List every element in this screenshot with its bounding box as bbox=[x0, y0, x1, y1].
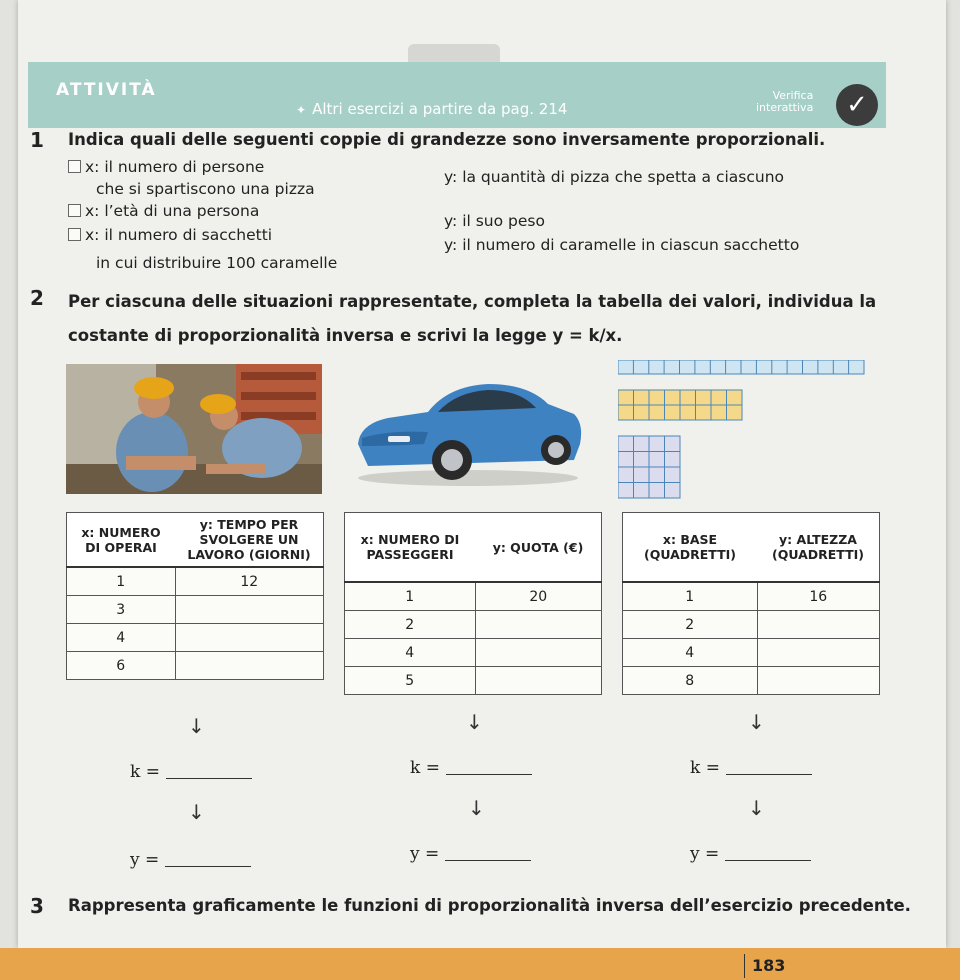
more-exercises-label: Altri esercizi a partire da pag. 214 bbox=[312, 100, 568, 118]
grid-illustrations bbox=[618, 360, 866, 502]
k-answer-1[interactable]: k = bbox=[130, 762, 252, 782]
option-2-y: y: il suo peso bbox=[444, 212, 545, 230]
option-2[interactable] bbox=[68, 202, 259, 220]
workers-photo bbox=[66, 364, 322, 494]
arrow-down-icon: ↓ bbox=[748, 796, 765, 820]
exercise-3-number: 3 bbox=[30, 894, 44, 918]
option-2-x: x: l’età di una persona bbox=[85, 202, 260, 220]
answer-cell[interactable] bbox=[475, 611, 602, 639]
car-image bbox=[348, 374, 588, 490]
table-grid-header-y: y: ALTEZZA (QUADRETTI) bbox=[757, 513, 880, 583]
y-answer-3[interactable]: y = bbox=[690, 844, 811, 864]
option-3-y: y: il numero di caramelle in ciascun sacchetto bbox=[444, 236, 800, 254]
table-grid-header-x: x: BASE (QUADRETTI) bbox=[623, 513, 758, 583]
option-3[interactable] bbox=[68, 226, 272, 244]
arrow-down-icon: ↓ bbox=[466, 710, 483, 734]
page-tab bbox=[408, 44, 500, 62]
exercise-2-line2: costante di proporzionalità inversa e scrivi la legge y = k/x. bbox=[68, 326, 623, 345]
table-row: 5 bbox=[345, 667, 602, 695]
table-row: 8 bbox=[623, 667, 880, 695]
y-answer-1[interactable]: y = bbox=[130, 850, 251, 870]
table-passengers-header-y: y: QUOTA (€) bbox=[475, 513, 602, 583]
table-row: 4 bbox=[623, 639, 880, 667]
answer-cell[interactable] bbox=[475, 639, 602, 667]
textbook-page bbox=[18, 0, 946, 948]
table-passengers bbox=[344, 512, 602, 695]
option-1-y: y: la quantità di pizza che spetta a ciascuno bbox=[444, 168, 785, 186]
k-answer-2[interactable]: k = bbox=[410, 758, 532, 778]
exercise-1-number: 1 bbox=[30, 128, 44, 152]
answer-cell[interactable] bbox=[175, 596, 324, 624]
arrow-down-icon: ↓ bbox=[468, 796, 485, 820]
table-workers-header-x: x: NUMERO DI OPERAI bbox=[67, 513, 176, 568]
table-row: 2 bbox=[345, 611, 602, 639]
verifica-interattiva-label[interactable] bbox=[756, 90, 813, 114]
pin-icon: ✦ bbox=[296, 103, 307, 117]
answer-cell[interactable] bbox=[175, 652, 324, 680]
k-answer-3[interactable]: k = bbox=[690, 758, 812, 778]
verifica-line1: Verifica bbox=[772, 89, 814, 102]
exercise-2-number: 2 bbox=[30, 286, 44, 310]
answer-cell[interactable] bbox=[475, 667, 602, 695]
table-row: 2 bbox=[623, 611, 880, 639]
activity-title: ATTIVITÀ bbox=[56, 80, 157, 100]
table-row: 1 20 bbox=[345, 582, 602, 611]
table-row: 1 12 bbox=[67, 567, 324, 596]
verifica-line2: interattiva bbox=[756, 101, 814, 114]
arrow-down-icon: ↓ bbox=[188, 714, 205, 738]
answer-cell[interactable] bbox=[757, 639, 880, 667]
table-passengers-header-x: x: NUMERO DI PASSEGGERI bbox=[345, 513, 476, 583]
option-1-x: x: il numero di persone bbox=[85, 158, 265, 176]
answer-cell[interactable] bbox=[757, 611, 880, 639]
table-workers-header-y: y: TEMPO PER SVOLGERE UN LAVORO (GIORNI) bbox=[175, 513, 324, 568]
option-1[interactable] bbox=[68, 158, 264, 176]
table-row: 4 bbox=[345, 639, 602, 667]
arrow-down-icon: ↓ bbox=[748, 710, 765, 734]
table-grid bbox=[622, 512, 880, 695]
option-3-x-cont: in cui distribuire 100 caramelle bbox=[96, 254, 338, 272]
exercise-3-text: Rappresenta graficamente le funzioni di proporzionalità inversa dell’esercizio precedente. bbox=[68, 896, 911, 915]
activity-header bbox=[28, 62, 886, 128]
y-answer-2[interactable]: y = bbox=[410, 844, 531, 864]
page-footer-band bbox=[0, 948, 960, 980]
arrow-down-icon: ↓ bbox=[188, 800, 205, 824]
exercise-2-line1: Per ciascuna delle situazioni rappresentate, completa la tabella dei valori, individua la bbox=[68, 292, 877, 311]
table-row: 6 bbox=[67, 652, 324, 680]
table-row: 4 bbox=[67, 624, 324, 652]
table-row: 1 16 bbox=[623, 582, 880, 611]
checkbox-1[interactable] bbox=[68, 160, 81, 173]
page-number-divider bbox=[744, 954, 745, 978]
answer-cell[interactable] bbox=[175, 624, 324, 652]
answer-cell[interactable] bbox=[757, 667, 880, 695]
exercise-1-text: Indica quali delle seguenti coppie di grandezze sono inversamente proporzionali. bbox=[68, 130, 826, 149]
table-workers bbox=[66, 512, 324, 680]
more-exercises-link[interactable] bbox=[296, 100, 567, 118]
checkbox-2[interactable] bbox=[68, 204, 81, 217]
checkbox-3[interactable] bbox=[68, 228, 81, 241]
option-3-x: x: il numero di sacchetti bbox=[85, 226, 273, 244]
option-1-x-cont: che si spartiscono una pizza bbox=[96, 180, 315, 198]
check-icon[interactable]: ✓ bbox=[836, 84, 878, 126]
table-row: 3 bbox=[67, 596, 324, 624]
page-number: 183 bbox=[752, 956, 786, 975]
